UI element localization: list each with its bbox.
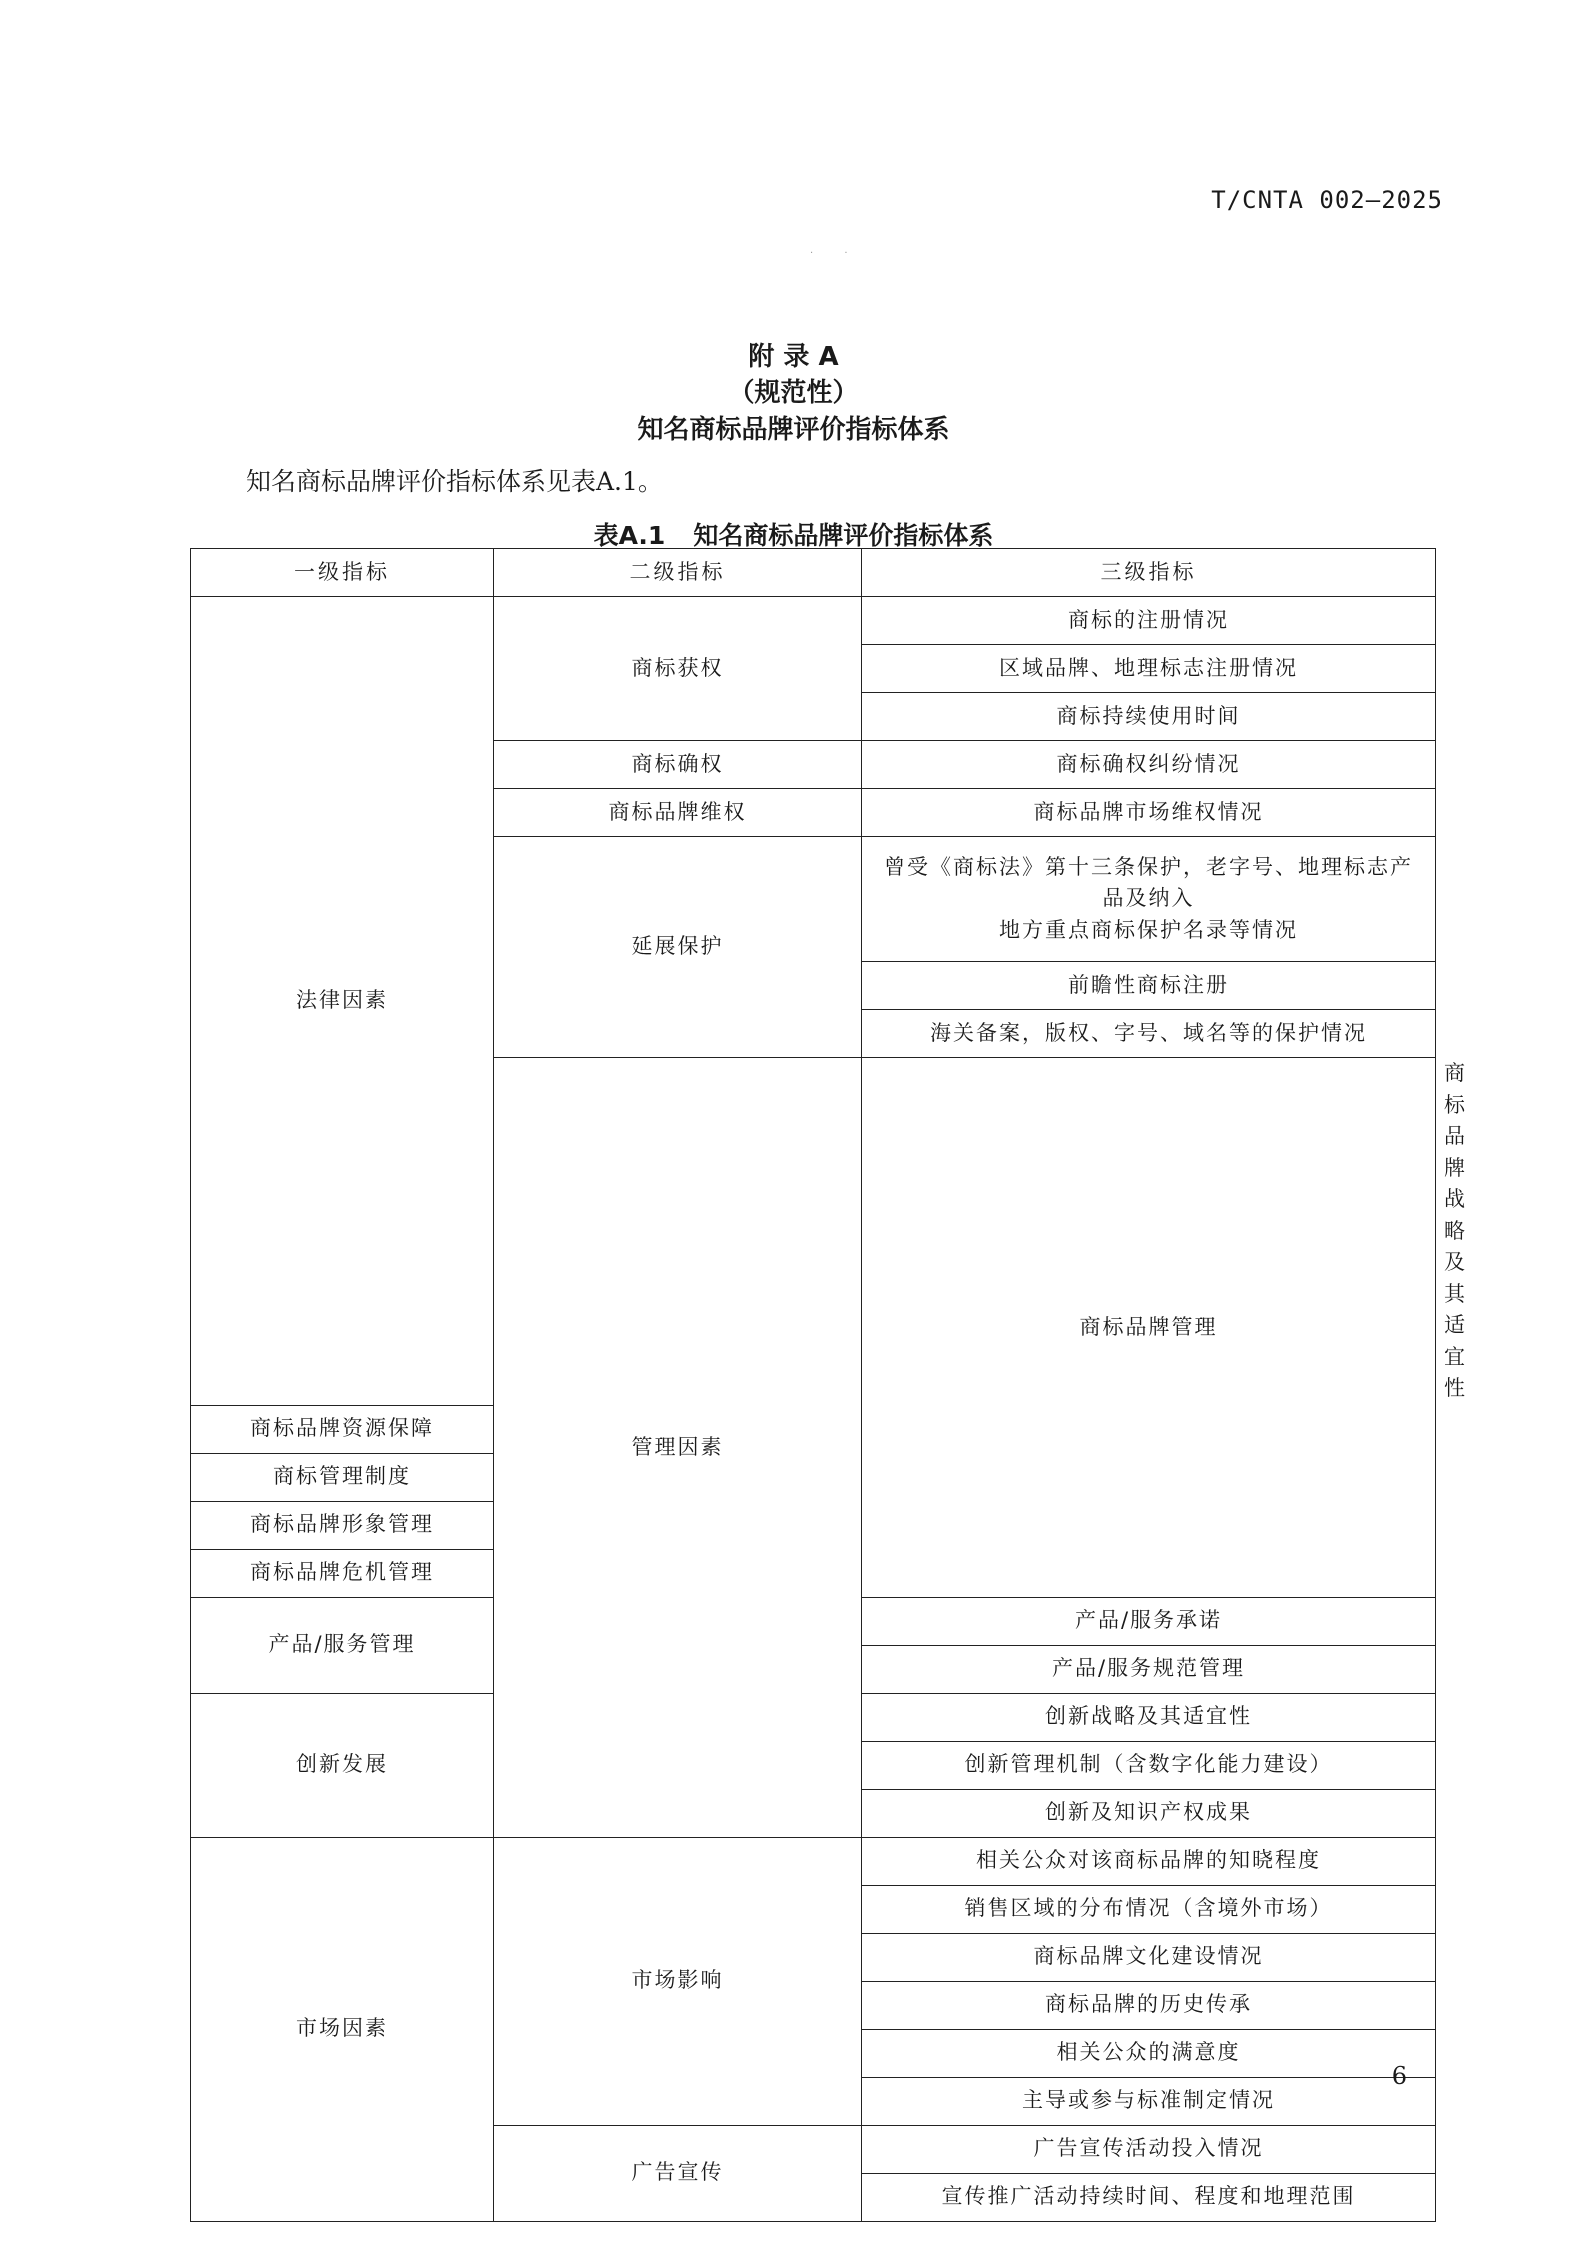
level2-cell: 产品/服务管理 bbox=[191, 1597, 494, 1693]
table-row bbox=[191, 597, 1436, 645]
level2-cell: 商标品牌管理 bbox=[862, 1058, 1436, 1598]
level3-cell: 创新管理机制（含数字化能力建设） bbox=[862, 1741, 1436, 1789]
table-row: 管理因素 商标品牌管理 商标品牌战略及其适宜性 bbox=[191, 1058, 1436, 1406]
level3-cell: 创新战略及其适宜性 bbox=[862, 1693, 1436, 1741]
level3-cell: 创新及知识产权成果 bbox=[862, 1789, 1436, 1837]
level1-cell: 市场因素 bbox=[191, 1837, 494, 2221]
appendix-label: 附 录 A bbox=[748, 342, 839, 372]
table-caption-number: 表A.1 bbox=[593, 521, 666, 550]
level3-cell: 商标的注册情况 bbox=[862, 597, 1436, 645]
level1-cell: 法律因素 bbox=[191, 597, 494, 1406]
level3-cell: 产品/服务规范管理 bbox=[862, 1645, 1436, 1693]
table-row bbox=[191, 1837, 1436, 1885]
standard-code: T/CNTA 002—2025 bbox=[1211, 186, 1443, 214]
level3-cell-line: 曾受《商标法》第十三条保护，老字号、地理标志产品及纳入 bbox=[884, 854, 1413, 911]
level3-cell: 区域品牌、地理标志注册情况 bbox=[862, 645, 1436, 693]
header-level2: 二级指标 bbox=[494, 549, 862, 597]
level3-cell: 相关公众对该商标品牌的知晓程度 bbox=[862, 1837, 1436, 1885]
table-caption-title: 知名商标品牌评价指标体系 bbox=[693, 521, 994, 550]
level2-cell: 延展保护 bbox=[494, 837, 862, 1058]
decorative-dots: · · bbox=[810, 248, 862, 259]
level3-cell: 商标持续使用时间 bbox=[862, 693, 1436, 741]
level2-cell: 商标确权 bbox=[494, 741, 862, 789]
header-level1: 一级指标 bbox=[191, 549, 494, 597]
level2-cell: 广告宣传 bbox=[494, 2125, 862, 2221]
page-number: 6 bbox=[1391, 2062, 1407, 2090]
level3-cell: 宣传推广活动持续时间、程度和地理范围 bbox=[862, 2173, 1436, 2221]
level3-cell-line: 地方重点商标保护名录等情况 bbox=[999, 917, 1298, 942]
level3-cell: 商标品牌的历史传承 bbox=[862, 1981, 1436, 2029]
level3-cell: 商标品牌文化建设情况 bbox=[862, 1933, 1436, 1981]
level3-cell: 销售区域的分布情况（含境外市场） bbox=[862, 1885, 1436, 1933]
level3-cell: 广告宣传活动投入情况 bbox=[862, 2125, 1436, 2173]
level2-cell: 创新发展 bbox=[191, 1693, 494, 1837]
level3-cell: 商标管理制度 bbox=[191, 1453, 494, 1501]
level3-cell: 前瞻性商标注册 bbox=[862, 962, 1436, 1010]
level3-cell: 产品/服务承诺 bbox=[862, 1597, 1436, 1645]
level3-cell: 商标品牌市场维权情况 bbox=[862, 789, 1436, 837]
appendix-title: 知名商标品牌评价指标体系 bbox=[637, 415, 950, 445]
level3-cell bbox=[862, 837, 1436, 962]
level2-cell: 商标品牌维权 bbox=[494, 789, 862, 837]
appendix-type: （规范性） bbox=[728, 378, 859, 408]
table-caption bbox=[0, 516, 1587, 552]
level1-cell: 管理因素 bbox=[494, 1058, 862, 1838]
level2-cell: 市场影响 bbox=[494, 1837, 862, 2125]
table-header-row bbox=[191, 549, 1436, 597]
level3-cell: 商标确权纠纷情况 bbox=[862, 741, 1436, 789]
level3-cell: 相关公众的满意度 bbox=[862, 2029, 1436, 2077]
level3-cell: 商标品牌形象管理 bbox=[191, 1501, 494, 1549]
intro-paragraph: 知名商标品牌评价指标体系见表A.1。 bbox=[246, 467, 663, 496]
header-level3: 三级指标 bbox=[862, 549, 1436, 597]
indicator-table bbox=[190, 548, 1467, 2222]
level3-cell: 商标品牌危机管理 bbox=[191, 1549, 494, 1597]
level3-cell: 海关备案，版权、字号、域名等的保护情况 bbox=[862, 1010, 1436, 1058]
level2-cell: 商标获权 bbox=[494, 597, 862, 741]
level3-cell: 主导或参与标准制定情况 bbox=[862, 2077, 1436, 2125]
level3-cell: 商标品牌资源保障 bbox=[191, 1405, 494, 1453]
